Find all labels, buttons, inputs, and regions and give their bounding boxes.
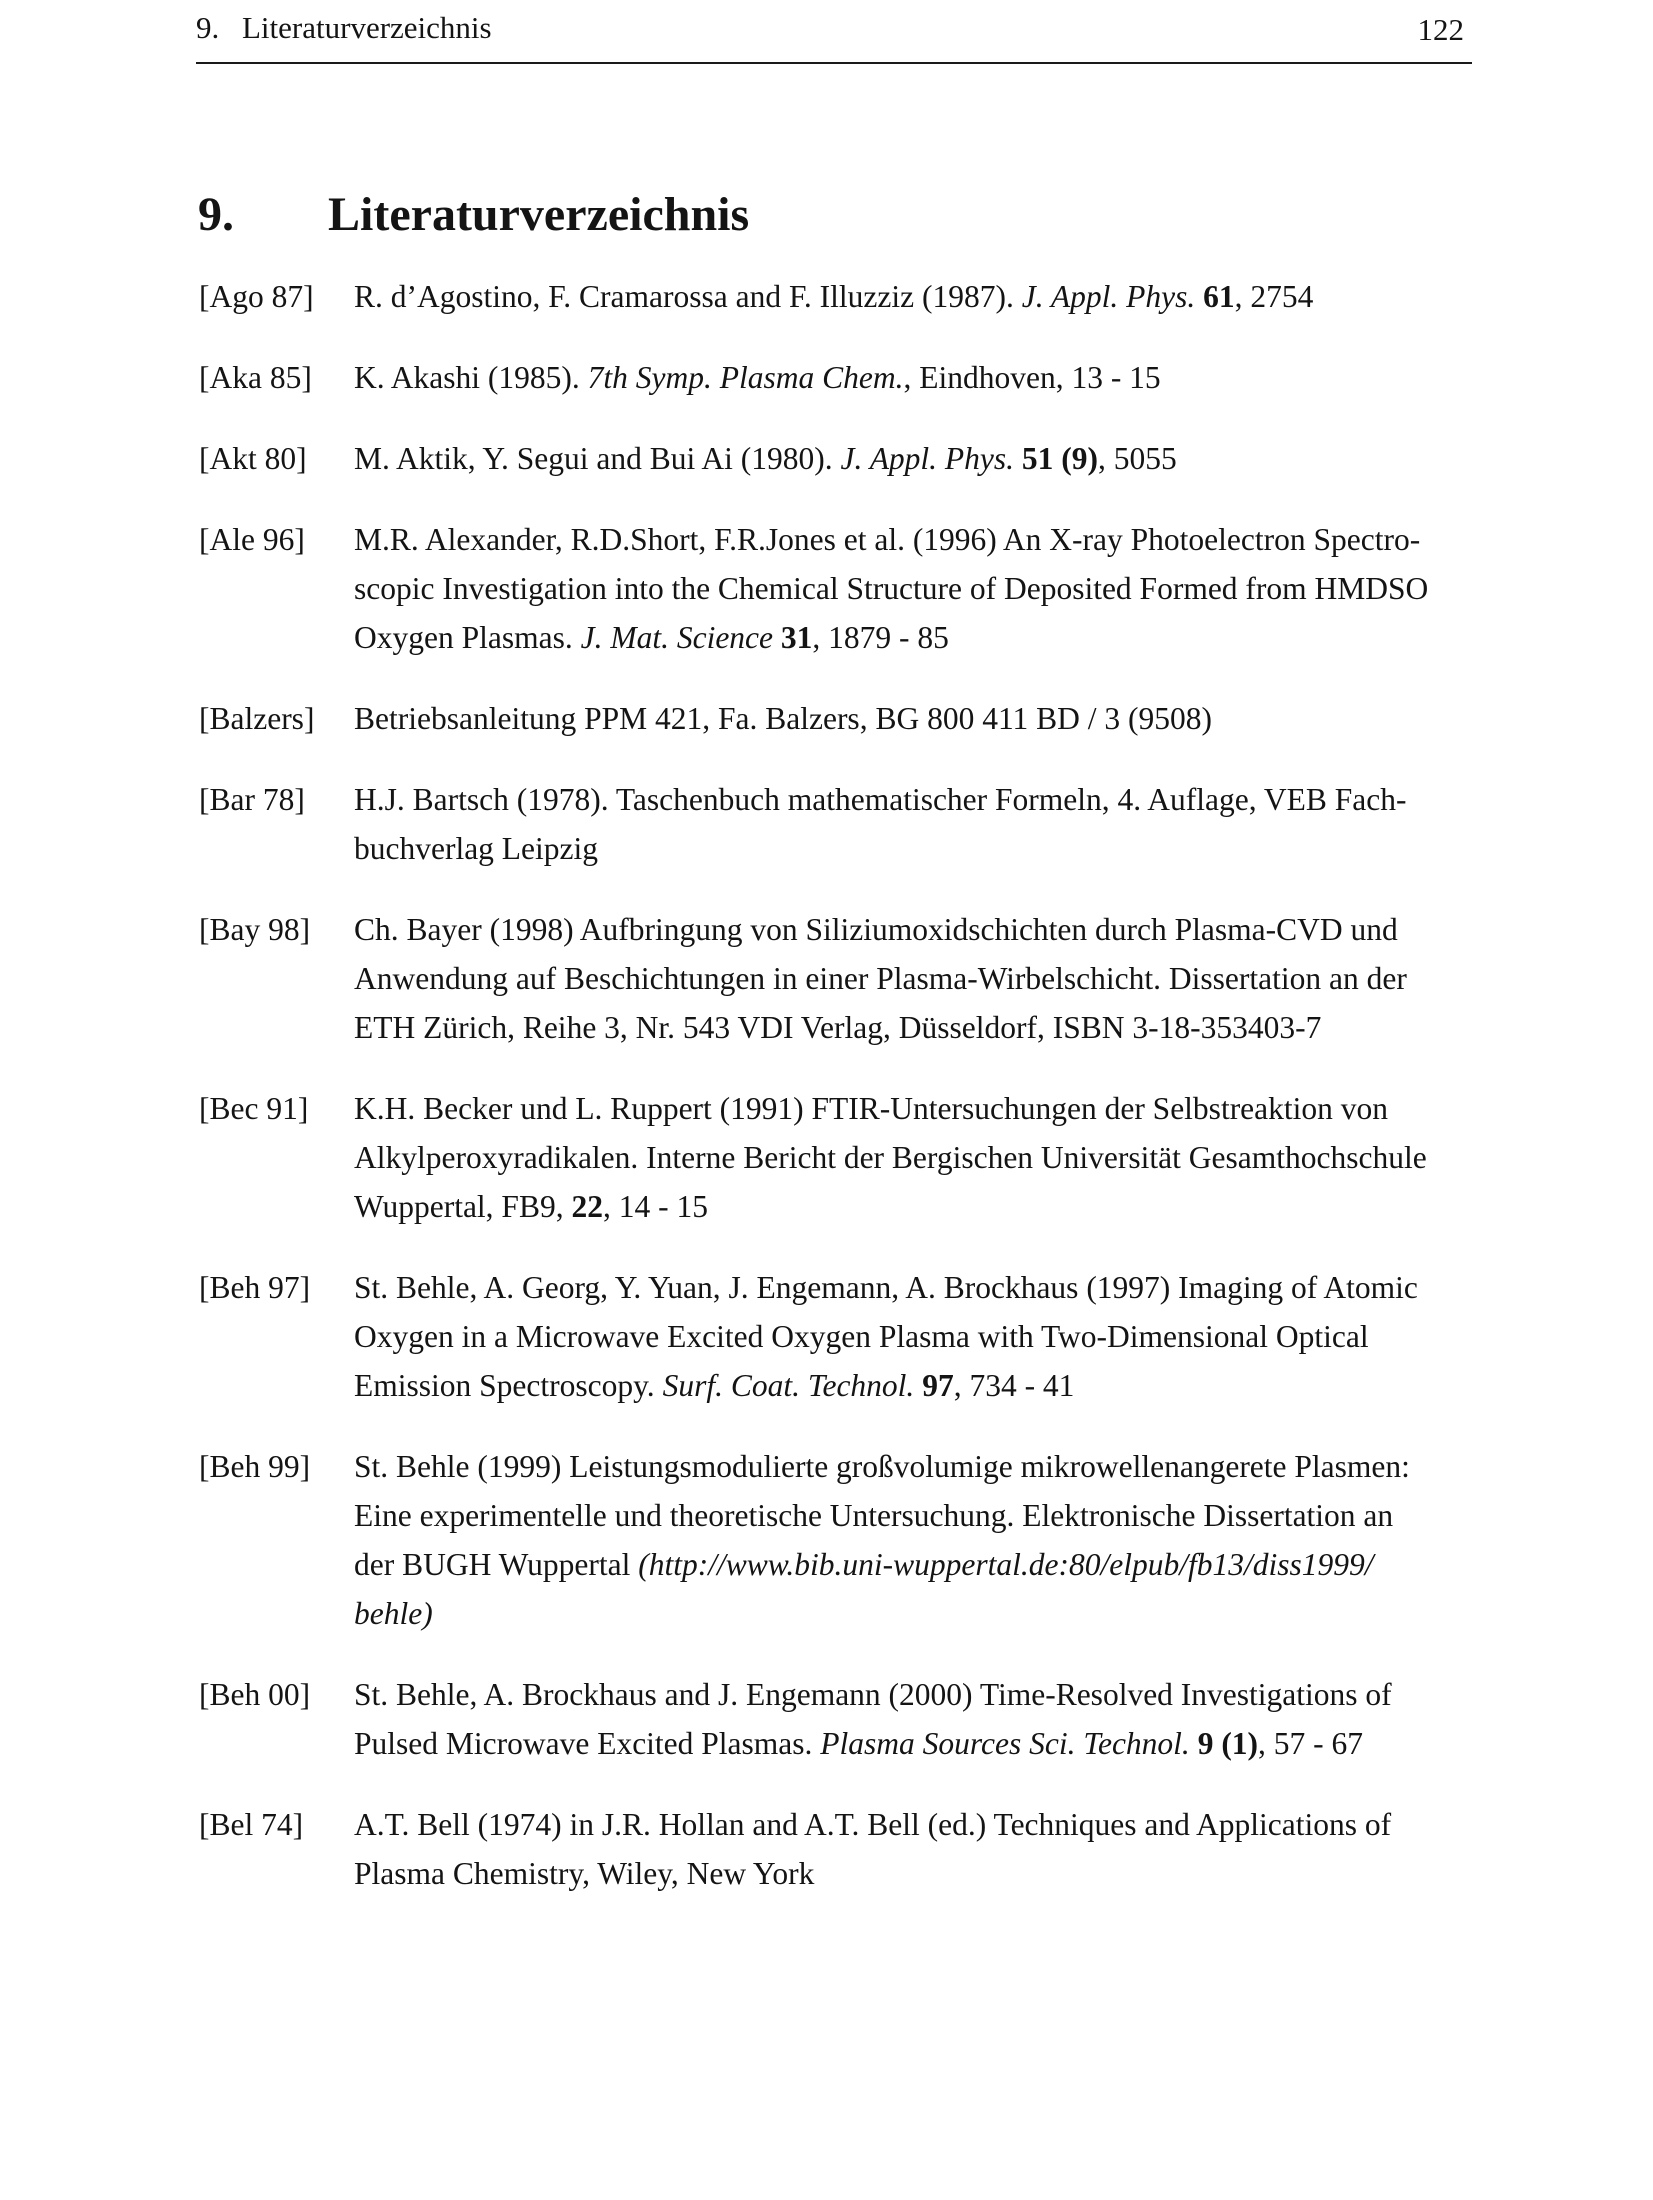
reference-key: [Ale 96] [199, 522, 305, 557]
reference-text-run: , 57 - 67 [1258, 1726, 1364, 1761]
reference-bold-run: 31 [780, 620, 813, 655]
reference-text-run: A.T. Bell (1974) in J.R. Hollan and A.T. Bell (ed.) Techniques and Applications of [354, 1807, 1392, 1842]
running-header-chapter-title: Literaturverzeichnis [242, 10, 492, 45]
reference-text-run: ETH Zürich, Reihe 3, Nr. 543 VDI Verlag, Düsseldorf, ISBN 3-18-353403-7 [354, 1010, 1322, 1045]
reference-text [354, 694, 1474, 743]
chapter-heading [198, 187, 749, 242]
reference-text-run: Wuppertal, FB9, [354, 1189, 572, 1224]
reference-text-run: Pulsed Microwave Excited Plasmas. [354, 1726, 821, 1761]
reference-entry [199, 272, 1479, 321]
reference-text-run: Alkylperoxyradikalen. Interne Bericht der Bergischen Universität Gesamthochschule [354, 1140, 1427, 1175]
reference-text-run [773, 620, 781, 655]
reference-key: [Bay 98] [199, 912, 311, 947]
reference-italic-run: behle) [354, 1596, 433, 1631]
reference-text-run: St. Behle (1999) Leistungsmodulierte großvolumige mikrowellenangerete Plasmen: [354, 1449, 1410, 1484]
reference-key: [Aka 85] [199, 360, 312, 395]
reference-bold-run: 9 (1) [1197, 1726, 1259, 1761]
reference-entry [199, 1263, 1479, 1410]
reference-italic-run: Surf. Coat. Technol. [662, 1368, 915, 1403]
reference-text [354, 1800, 1474, 1898]
reference-text-run: Oxygen Plasmas. [354, 620, 581, 655]
reference-key: [Beh 00] [199, 1677, 311, 1712]
reference-text-run: K. Akashi (1985). [354, 360, 588, 395]
running-header-title [196, 10, 492, 46]
reference-key: [Akt 80] [199, 441, 307, 476]
reference-text-run: scopic Investigation into the Chemical Structure of Deposited Formed from HMDSO [354, 571, 1429, 606]
reference-text-run [1190, 1726, 1198, 1761]
reference-text-run: , 2754 [1234, 279, 1314, 314]
reference-entry [199, 1442, 1479, 1638]
reference-text [354, 515, 1474, 662]
chapter-heading-number: 9. [198, 188, 234, 242]
reference-text-run: Eine experimentelle und theoretische Untersuchung. Elektronische Dissertation an [354, 1498, 1394, 1533]
reference-text [354, 1670, 1474, 1768]
reference-bold-run: 22 [571, 1189, 603, 1224]
reference-key: [Bec 91] [199, 1091, 309, 1126]
reference-text [354, 1442, 1474, 1638]
reference-text [354, 1084, 1474, 1231]
reference-entry [199, 1670, 1479, 1768]
reference-text [354, 905, 1474, 1052]
reference-text-run: der BUGH Wuppertal [354, 1547, 639, 1582]
reference-text-run: Oxygen in a Microwave Excited Oxygen Plasma with Two-Dimensional Optical [354, 1319, 1369, 1354]
reference-italic-run: J. Mat. Science [580, 620, 774, 655]
reference-key: [Beh 99] [199, 1449, 311, 1484]
reference-text [354, 775, 1474, 873]
reference-entry [199, 353, 1479, 402]
reference-entry [199, 905, 1479, 1052]
reference-text [354, 434, 1474, 483]
reference-text-run: , 734 - 41 [953, 1368, 1075, 1403]
running-header [196, 0, 1472, 64]
reference-key: [Ago 87] [199, 279, 314, 314]
reference-text-run: M. Aktik, Y. Segui and Bui Ai (1980). [354, 441, 841, 476]
reference-text [354, 1263, 1474, 1410]
reference-text-run [1014, 441, 1022, 476]
reference-text-run: Plasma Chemistry, Wiley, New York [354, 1856, 815, 1891]
reference-italic-run: 7th Symp. Plasma Chem. [587, 360, 904, 395]
reference-text-run: R. d’Agostino, F. Cramarossa and F. Illuzziz (1987). [354, 279, 1022, 314]
reference-text-run: Betriebsanleitung PPM 421, Fa. Balzers, BG 800 411 BD / 3 (9508) [354, 701, 1213, 736]
running-header-chapter-number: 9. [196, 10, 220, 45]
reference-italic-run: J. Appl. Phys. [840, 441, 1015, 476]
reference-text-run: H.J. Bartsch (1978). Taschenbuch mathematischer Formeln, 4. Auflage, VEB Fach- [354, 782, 1407, 817]
reference-text-run: M.R. Alexander, R.D.Short, F.R.Jones et al. (1996) An X-ray Photoelectron Spectro- [354, 522, 1421, 557]
reference-italic-run: J. Appl. Phys. [1021, 279, 1196, 314]
reference-entry [199, 1800, 1479, 1898]
reference-entry [199, 1084, 1479, 1231]
reference-text-run: , 1879 - 85 [812, 620, 949, 655]
reference-key: [Beh 97] [199, 1270, 311, 1305]
reference-bold-run: 61 [1203, 279, 1235, 314]
reference-italic-run: Plasma Sources Sci. Technol. [820, 1726, 1190, 1761]
reference-entry [199, 694, 1479, 743]
reference-bold-run: 97 [922, 1368, 954, 1403]
reference-text [354, 353, 1474, 402]
reference-text-run: Ch. Bayer (1998) Aufbringung von Siliziumoxidschichten durch Plasma-CVD und [354, 912, 1398, 947]
reference-text-run: St. Behle, A. Georg, Y. Yuan, J. Engemann, A. Brockhaus (1997) Imaging of Atomic [354, 1270, 1418, 1305]
reference-text-run: , Eindhoven, 13 - 15 [903, 360, 1161, 395]
reference-bold-run: 51 (9) [1021, 441, 1099, 476]
reference-entry [199, 515, 1479, 662]
reference-italic-run: (http://www.bib.uni-wuppertal.de:80/elpub/fb13/diss1999/ [638, 1547, 1374, 1582]
reference-key: [Bel 74] [199, 1807, 304, 1842]
reference-text-run [914, 1368, 922, 1403]
reference-key: [Balzers] [199, 701, 315, 736]
reference-text-run: St. Behle, A. Brockhaus and J. Engemann (2000) Time-Resolved Investigations of [354, 1677, 1392, 1712]
reference-text-run [1195, 279, 1203, 314]
reference-text-run: buchverlag Leipzig [354, 831, 599, 866]
reference-text-run: Anwendung auf Beschichtungen in einer Plasma-Wirbelschicht. Dissertation an der [354, 961, 1407, 996]
reference-text-run: Emission Spectroscopy. [354, 1368, 663, 1403]
reference-text-run: , 14 - 15 [602, 1189, 708, 1224]
reference-entry [199, 775, 1479, 873]
page-number: 122 [1417, 12, 1464, 47]
reference-text [354, 272, 1474, 321]
reference-key: [Bar 78] [199, 782, 305, 817]
reference-entry [199, 434, 1479, 483]
reference-text-run: , 5055 [1098, 441, 1177, 476]
chapter-heading-text: Literaturverzeichnis [328, 188, 750, 242]
reference-text-run: K.H. Becker und L. Ruppert (1991) FTIR-Untersuchungen der Selbstreaktion von [354, 1091, 1389, 1126]
